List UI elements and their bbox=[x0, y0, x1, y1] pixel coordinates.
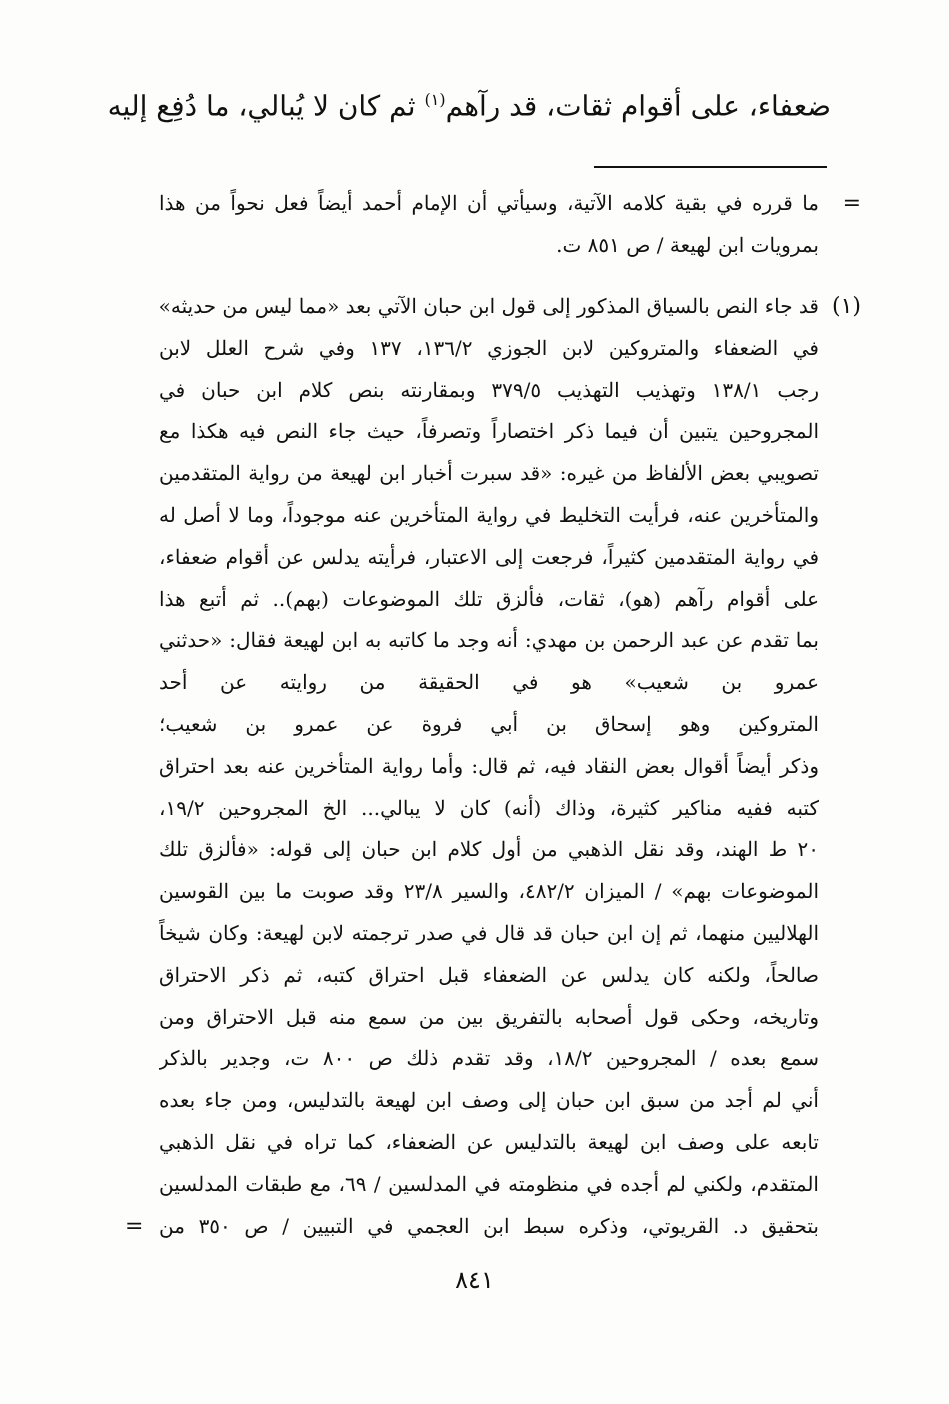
footnote-continuation bbox=[159, 183, 861, 271]
page-number: ٨٤١ bbox=[455, 1266, 494, 1294]
footnote-line: بتحقيق د. القريوتي، وذكره سبط ابن العجمي في التبيين / ص ٣٥٠ من bbox=[159, 1213, 819, 1238]
footnote-reference-mark: (١) bbox=[424, 90, 446, 109]
footnote-line: سمع بعده / المجروحين ١٨/٢، وقد تقدم ذلك ص ٨٠٠ ت، وجدير بالذكر bbox=[159, 1046, 819, 1071]
main-text-before-ref: ضعفاء، على أقوام ثقات، قد رآهم bbox=[445, 89, 831, 123]
footnote-line: بما تقدم عن عبد الرحمن بن مهدي: أنه وجد ما كاتبه به ابن لهيعة فقال: «حدثني bbox=[159, 628, 819, 653]
footnote-line: قد جاء النص بالسياق المذكور إلى قول ابن حبان الآتي بعد «مما ليس من حديثه» bbox=[159, 294, 819, 318]
footnote-line: رجب ١٣٨/١ وتهذيب التهذيب ٣٧٩/٥ وبمقارنته بنص كلام ابن حبان في bbox=[159, 377, 819, 402]
footnote-line: وتاريخه، وحكى قول أصحابه بالتفريق بين من سمع منه قبل الاحتراق ومن bbox=[159, 1004, 819, 1029]
footnote-line: والمتأخرين عنه، فرأيت التخليط في رواية المتأخرين عنه موجوداً، وما لا أصل له bbox=[159, 502, 819, 527]
footnote-line: تصويبي بعض الألفاظ من غيره: «قد سبرت أخبار ابن لهيعة من رواية المتقدمين bbox=[159, 461, 819, 486]
footnote-separator-rule bbox=[594, 166, 827, 168]
footnote-line: الهلاليين منهما، ثم إن ابن حبان قد قال في صدر ترجمته لابن لهيعة: وكان شيخاً bbox=[159, 920, 819, 945]
footnote-number: (١) bbox=[831, 294, 861, 319]
footnote-line: صالحاً، ولكنه كان يدلس عن الضعفاء قبل احتراق كتبه، ثم ذكر الاحتراق bbox=[159, 962, 819, 987]
continuation-marker: = bbox=[842, 191, 861, 216]
main-text-line bbox=[107, 78, 831, 128]
footnote-line: أني لم أجد من سبق ابن حبان إلى وصف ابن لهيعة بالتدليس، ومن جاء بعده bbox=[159, 1088, 819, 1113]
footnote-line: وذكر أيضاً أقوال بعض النقاد فيه، ثم قال: وأما رواية المتأخرين عنه بعد احتراق bbox=[159, 753, 819, 778]
continues-marker: = bbox=[125, 1213, 144, 1239]
main-text-after-ref: ثم كان لا يُبالي، ما دُفِع إليه bbox=[107, 89, 425, 123]
footnote-line: في الضعفاء والمتروكين لابن الجوزي ١٣٦/٢، ١٣٧ وفي شرح العلل لابن bbox=[159, 335, 819, 360]
footnote-line: تابعه على وصف ابن لهيعة بالتدليس عن الضعفاء، كما تراه في نقل الذهبي bbox=[159, 1129, 819, 1154]
footnote-line: كتبه ففيه مناكير كثيرة، وذاك (أنه) كان لا يبالي... الخ المجروحين ١٩/٢، bbox=[159, 795, 819, 820]
footnote-line: ٢٠ ط الهند، وقد نقل الذهبي من أول كلام ابن حبان إلى قوله: «فألزق تلك bbox=[159, 837, 819, 862]
footnote-line: المتروكين وهو إسحاق بن أبي فروة عن عمرو بن شعيب؛ bbox=[159, 711, 819, 736]
footnote-line: ما قرره في بقية كلامه الآتية، وسيأتي أن الإمام أحمد أيضاً فعل نحواً من هذا bbox=[159, 191, 819, 215]
footnote-line: المتقدم، ولكني لم أجده في منظومته في المدلسين / ٦٩، مع طبقات المدلسين bbox=[159, 1171, 819, 1196]
footnote-line: الموضوعات بهم» / الميزان ٤٨٢/٢، والسير ٢٣/٨ وقد صوبت ما بين القوسين bbox=[159, 879, 819, 904]
footnote-1 bbox=[125, 286, 861, 1248]
footnote-line: بمرويات ابن لهيعة / ص ٨٥١ ت. bbox=[556, 232, 819, 257]
footnote-line: عمرو بن شعيب» هو في الحقيقة من روايته عن أحد bbox=[159, 670, 819, 695]
footnote-line: في رواية المتقدمين كثيراً، فرجعت إلى الاعتبار، فرأيته يدلس عن أقوام ضعفاء، bbox=[159, 544, 819, 569]
footnote-line: المجروحين يتبين أن فيما ذكر اختصاراً وتصرفاً، حيث جاء النص فيه هكذا مع bbox=[159, 419, 819, 444]
footnote-line: على أقوام رآهم (هو)، ثقات، فألزق تلك الموضوعات (بهم).. ثم أتبع هذا bbox=[159, 586, 819, 611]
